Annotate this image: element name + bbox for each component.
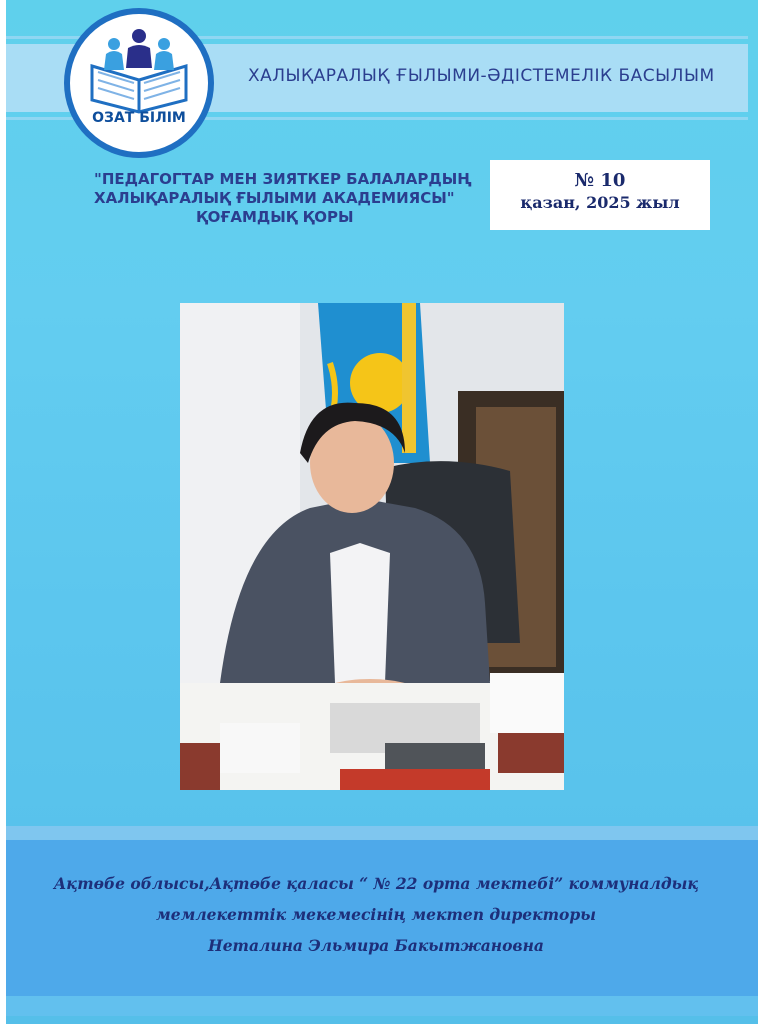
organization-title-line: ХАЛЫҚАРАЛЫҚ ҒЫЛЫМИ АКАДЕМИЯСЫ"	[94, 189, 455, 207]
director-photo	[180, 303, 564, 790]
logo-text: ОЗАТ БІЛІМ	[92, 110, 186, 126]
bottom-strip	[6, 996, 758, 1016]
magazine-cover	[6, 0, 758, 1024]
logo	[64, 8, 214, 158]
organization-title-line: ҚОҒАМДЫҚ ҚОРЫ	[196, 208, 354, 226]
caption-line: мемлекеттік мекемесінің мектеп директоры	[155, 905, 596, 924]
issue-number: № 10	[574, 170, 626, 191]
open-book-people-icon	[70, 14, 208, 152]
issue-date: қазан, 2025 жыл	[520, 193, 680, 212]
publication-type-label: ХАЛЫҚАРАЛЫҚ ҒЫЛЫМИ-ӘДІСТЕМЕЛІК БАСЫЛЫМ	[248, 66, 715, 86]
organization-title	[90, 170, 490, 227]
organization-title-line: "ПЕДАГОГТАР МЕН ЗИЯТКЕР БАЛАЛАРДЫҢ	[94, 170, 472, 188]
caption-line: Неталина Эльмира Бакытжановна	[208, 936, 544, 955]
caption-line: Ақтөбе облысы,Ақтөбе қаласы “ № 22 орта мектебі” коммуналдық	[53, 874, 699, 893]
photo-caption	[6, 868, 746, 961]
caption-band-top	[6, 826, 758, 840]
issue-info-box	[490, 160, 710, 230]
